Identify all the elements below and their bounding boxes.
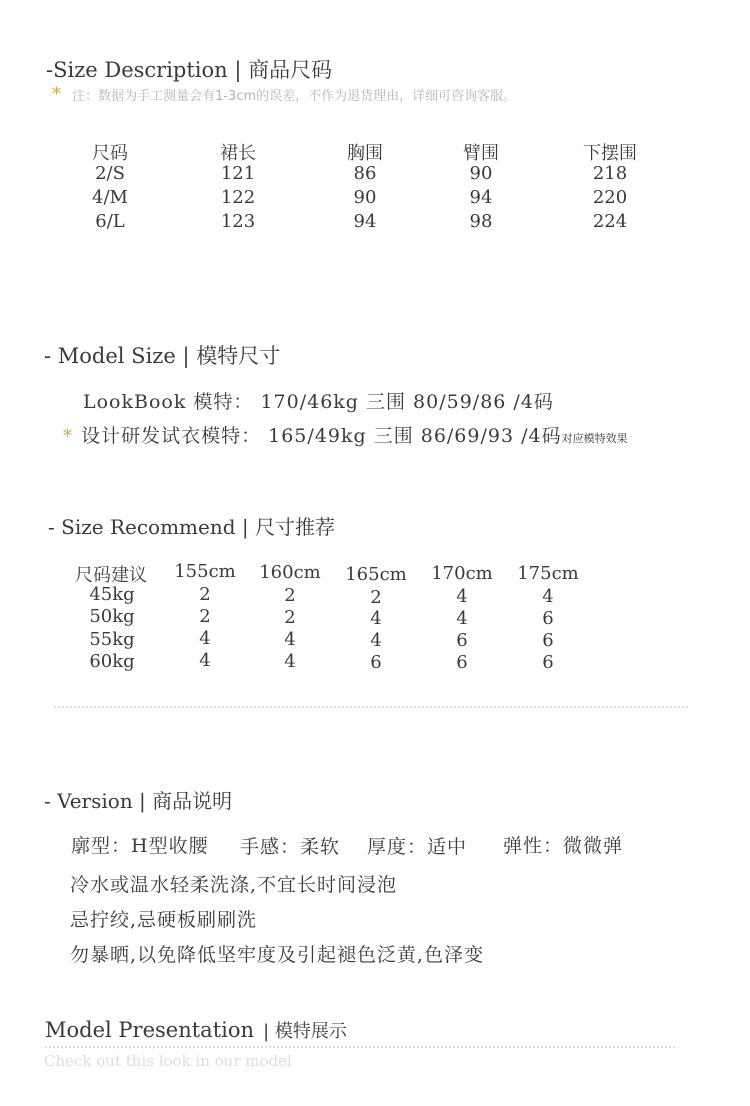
model-presentation-title: Model Presentation [45,1018,255,1042]
attr-label: 弹性： [503,835,564,857]
attr-silhouette [71,831,209,858]
model-presentation-subtitle: Check out this look in our model [44,1052,292,1070]
size-cell: 94 [469,187,493,208]
care-line: 勿暴晒,以免降低坚牢度及引起褪色泛黄,色泽变 [70,944,485,966]
recommend-header: 175cm [517,563,579,584]
attr-hand-feel [240,832,340,859]
recommend-cell: 6 [456,630,468,651]
size-cell: 4/M [92,187,128,208]
size-cell: 94 [353,211,377,232]
recommend-cell: 4 [199,650,211,671]
attr-value: 适中 [427,836,468,858]
recommend-header: 170cm [431,563,493,584]
note-text: 注：数据为手工测量会有1-3cm的误差，不作为退货理由，详细可咨询客服。 [72,89,517,104]
model-presentation-heading [45,1017,347,1043]
recommend-cell: 6 [542,608,554,629]
attr-thickness [367,832,467,859]
size-cell: 90 [353,187,377,208]
care-line: 冷水或温水轻柔洗涤,不宜长时间浸泡 [70,874,398,896]
attr-label: 廓型： [71,835,132,857]
lookbook-model-line: LookBook 模特： 170/46kg 三围 80/59/86 /4码 [83,391,554,413]
attr-value: 微微弹 [563,835,624,857]
size-recommend-title: - Size Recommend | 尺寸推荐 [48,515,335,539]
attr-value: 柔软 [300,836,341,858]
size-header: 尺码 [92,143,128,164]
recommend-cell: 6 [456,652,468,673]
note-star: * [52,84,61,105]
fit-model-line [63,421,628,448]
size-note [52,84,516,105]
recommend-cell: 4 [370,608,382,629]
recommend-cell: 60kg [89,651,135,672]
size-cell: 218 [592,163,628,184]
recommend-cell: 55kg [89,629,135,650]
recommend-cell: 4 [542,586,554,607]
recommend-header: 165cm [345,564,407,585]
attr-label: 厚度： [367,836,428,858]
recommend-cell: 6 [542,630,554,651]
size-header: 胸围 [347,143,383,164]
recommend-cell: 4 [284,629,296,650]
recommend-cell: 2 [199,606,211,627]
size-cell: 2/S [95,163,125,184]
model-presentation-title-cn: | 模特展示 [263,1021,347,1042]
recommend-cell: 4 [199,628,211,649]
recommend-header: 160cm [259,562,321,583]
size-description-title: -Size Description | 商品尺码 [46,58,333,82]
size-cell: 224 [592,211,628,232]
size-cell: 86 [353,163,377,184]
recommend-header: 尺码建议 [75,565,147,586]
recommend-cell: 45kg [89,584,135,605]
recommend-cell: 4 [456,608,468,629]
attr-elasticity [503,831,623,858]
attr-label: 手感： [240,836,301,858]
size-header: 下摆围 [583,143,637,164]
recommend-cell: 6 [370,652,382,673]
fit-model-text: 设计研发试衣模特： 165/49kg 三围 86/69/93 /4码 [81,425,562,447]
recommend-cell: 4 [456,586,468,607]
size-header: 裙长 [220,143,256,164]
size-cell: 220 [592,187,628,208]
size-cell: 6/L [95,211,125,232]
recommend-cell: 2 [284,607,296,628]
section-divider [54,706,688,708]
size-cell: 122 [220,187,256,208]
size-cell: 121 [220,163,256,184]
recommend-cell: 2 [370,587,382,608]
model-size-title: - Model Size | 模特尺寸 [44,344,281,368]
fit-model-star: * [63,426,72,447]
recommend-cell: 2 [199,584,211,605]
size-cell: 90 [469,163,493,184]
recommend-cell: 4 [370,630,382,651]
size-cell: 123 [220,211,256,232]
recommend-cell: 50kg [89,606,135,627]
attr-value: H型收腰 [131,835,209,857]
presentation-divider [45,1046,675,1048]
recommend-cell: 4 [284,651,296,672]
care-line: 忌拧绞,忌硬板刷刷洗 [70,909,258,931]
size-cell: 98 [469,211,493,232]
recommend-cell: 2 [284,585,296,606]
recommend-cell: 6 [542,652,554,673]
recommend-header: 155cm [174,561,236,582]
fit-model-suffix: 对应模特效果 [561,432,628,445]
size-header: 臂围 [463,143,499,164]
version-title: - Version | 商品说明 [44,789,233,813]
